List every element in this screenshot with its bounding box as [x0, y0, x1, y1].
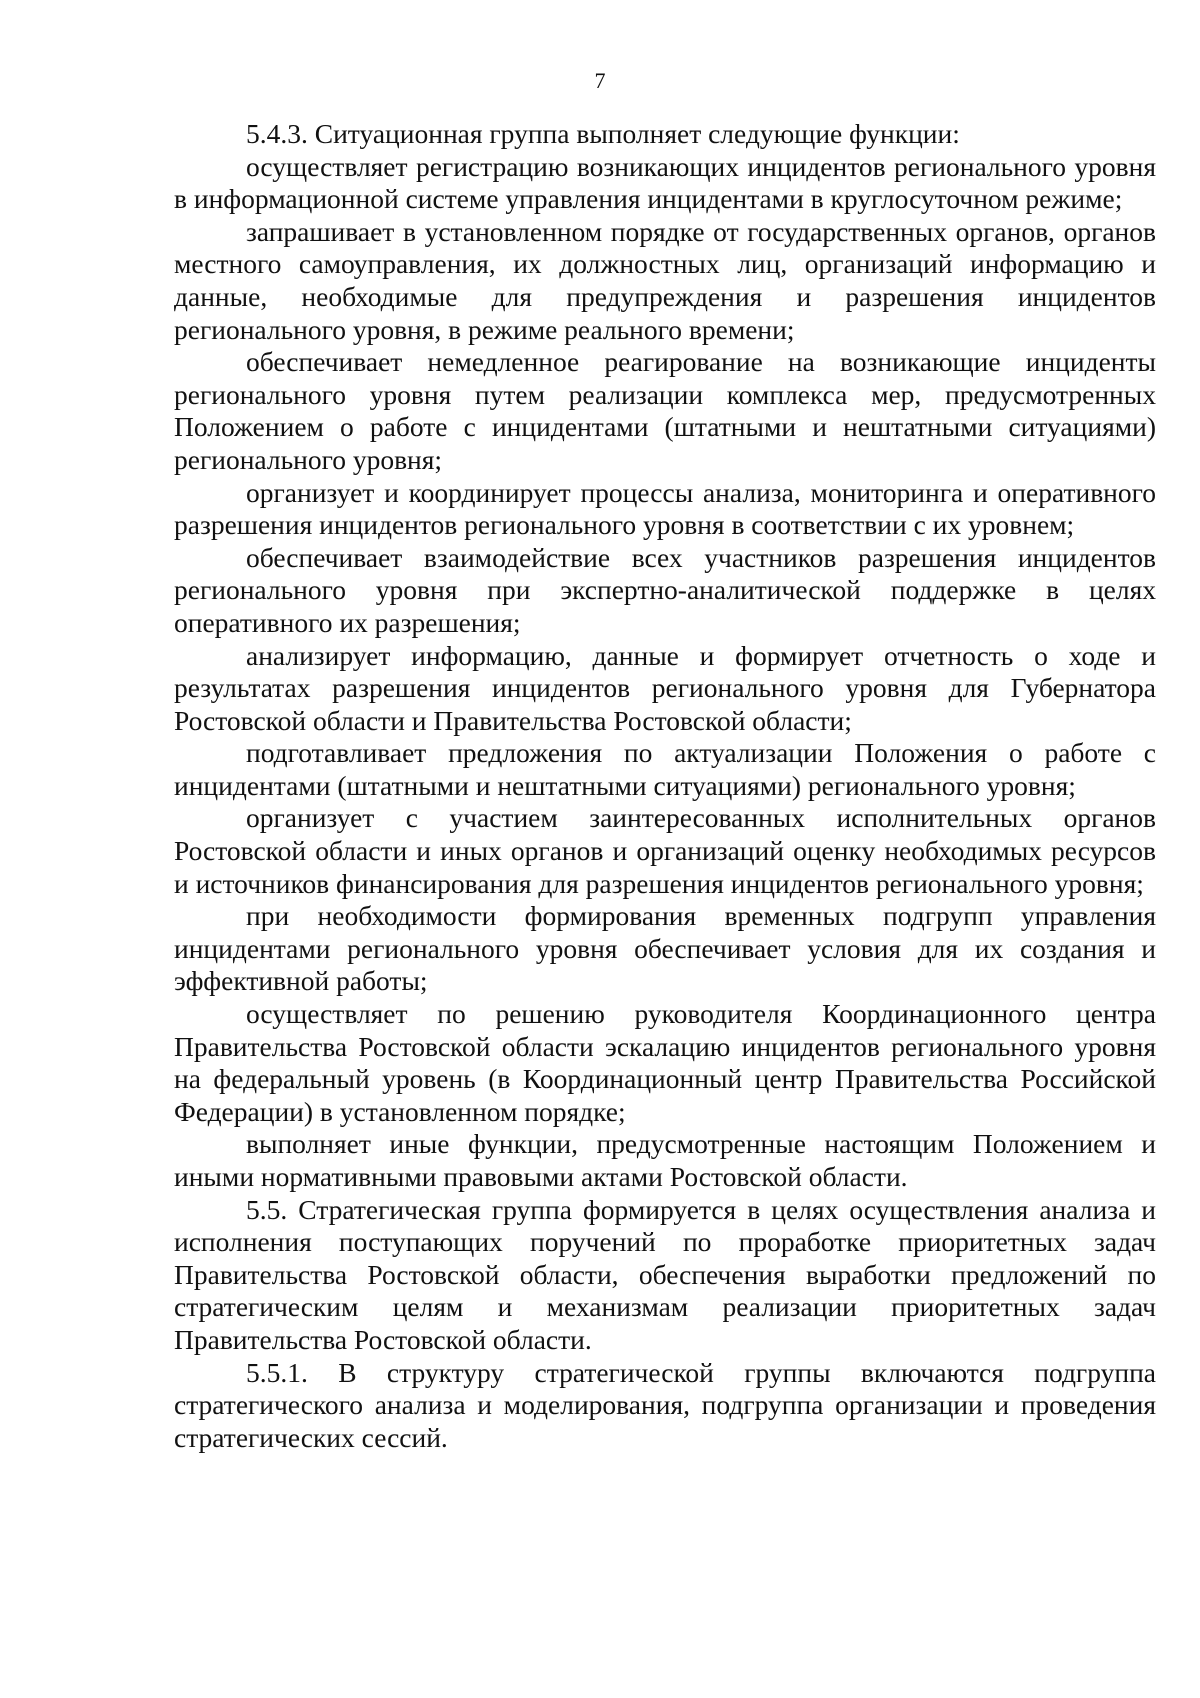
page-number: 7	[594, 68, 606, 93]
paragraph-immediate-response: обеспечивает немедленное реагирование на возникающие инциденты регионального уровня путем реализации комплекса мер, предусмотренных Положением о работе с инцидентами (штатными и нештатными ситуациями) регионального уровня;	[174, 346, 1156, 475]
paragraph-information-request: запрашивает в установленном порядке от государственных органов, органов местного самоуправления, их должностных лиц, организаций информацию и данные, необходимые для предупреждения и разрешения инцидентов регионального уровня, в режиме реального времени;	[174, 215, 1156, 345]
paragraph-5-5-1-structure: 5.5.1. В структуру стратегической группы включаются подгруппа стратегического анализа и моделирования, подгруппа организации и проведения стратегических сессий.	[174, 1356, 1156, 1453]
paragraph-resource-assessment: организует с участием заинтересованных исполнительных органов Ростовской области и иных органов и организаций оценку необходимых ресурсов и источников финансирования для разрешения инцидентов регионального уровня;	[174, 802, 1156, 899]
paragraph-5-4-3-heading: 5.4.3. Ситуационная группа выполняет следующие функции:	[246, 118, 960, 149]
paragraph-escalation: осуществляет по решению руководителя Координационного центра Правительства Ростовской области эскалацию инцидентов регионального уровня на федеральный уровень (в Координационный центр Правительства Российской Федерации) в установленном порядке;	[174, 998, 1156, 1127]
paragraph-registration: осуществляет регистрацию возникающих инцидентов регионального уровня в информационной системе управления инцидентами в круглосуточном режиме;	[174, 150, 1156, 215]
paragraph-interaction: обеспечивает взаимодействие всех участников разрешения инцидентов регионального уровня при экспертно-аналитической поддержке в целях оперативного их разрешения;	[174, 541, 1156, 638]
paragraph-coordination: организует и координирует процессы анализа, мониторинга и оперативного разрешения инцидентов регионального уровня в соответствии с их уровнем;	[174, 476, 1156, 541]
paragraph-5-5-strategic-group: 5.5. Стратегическая группа формируется в целях осуществления анализа и исполнения поступающих поручений по проработке приоритетных задач Правительства Ростовской области, обеспечения выработки предложений по стратегическим целям и механизмам реализации приоритетных задач Правительства Ростовской области.	[174, 1193, 1156, 1355]
document-body	[174, 118, 1156, 1454]
paragraph-temporary-subgroups: при необходимости формирования временных подгрупп управления инцидентами регионального уровня обеспечивает условия для их создания и эффективной работы;	[174, 900, 1156, 997]
paragraph-other-functions: выполняет иные функции, предусмотренные настоящим Положением и иными нормативными правовыми актами Ростовской области.	[174, 1128, 1156, 1192]
paragraph-proposals: подготавливает предложения по актуализации Положения о работе с инцидентами (штатными и нештатными ситуациями) регионального уровня;	[174, 737, 1156, 801]
paragraph-reporting: анализирует информацию, данные и формирует отчетность о ходе и результатах разрешения инцидентов регионального уровня для Губернатора Ростовской области и Правительства Ростовской области;	[174, 639, 1156, 736]
